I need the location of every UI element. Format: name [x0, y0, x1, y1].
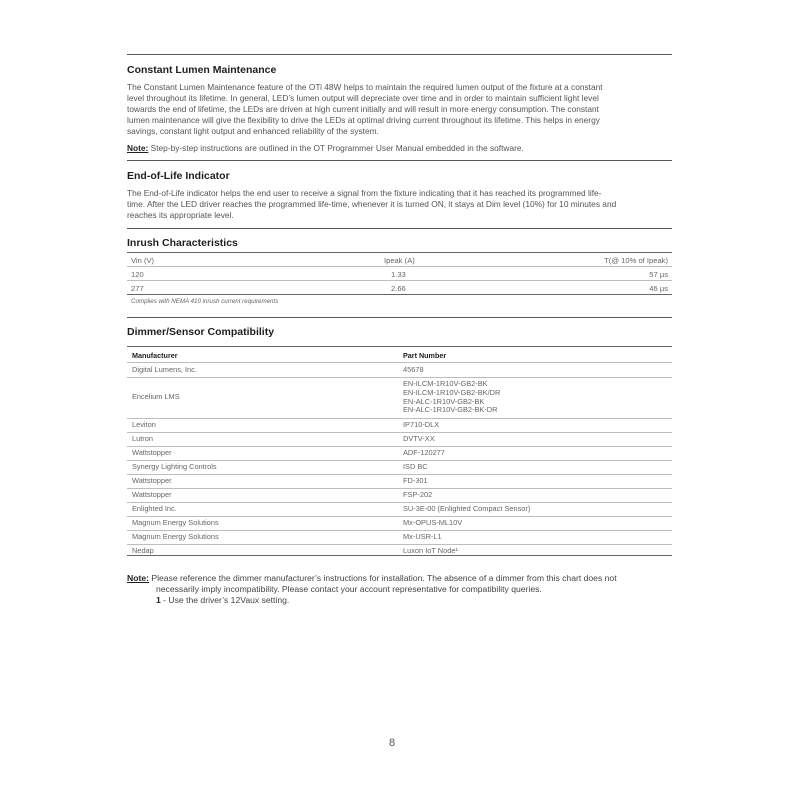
row-divider — [127, 377, 672, 378]
inrush-footnote: Complies with NEMA 410 inrush current requirements — [131, 298, 279, 305]
dimmer-part-number: Luxon IoT Node¹ — [403, 545, 458, 555]
dimmer-manufacturer: Wattstopper — [132, 489, 172, 499]
dimmer-manufacturer: Wattstopper — [132, 475, 172, 485]
dimmer-part-number: EN-ILCM-1R10V-GB2-BK — [403, 379, 488, 388]
dimmer-part-number: DVTV-XX — [403, 433, 435, 443]
dimmer-part-number: SU-3E-00 (Enlighted Compact Sensor) — [403, 503, 531, 513]
row-divider — [127, 502, 672, 503]
table-top-rule — [127, 346, 672, 347]
paragraph-line: time. After the LED driver reaches the programmed life-time, whenever it is turned ON, it stays at Dim level (10%) for 10 minutes and — [127, 199, 617, 209]
dimmer-part-number: 45678 — [403, 364, 424, 374]
dimmer-manufacturer: Magnum Energy Solutions — [132, 531, 219, 541]
dimmer-manufacturer: Digital Lumens, Inc. — [132, 364, 197, 374]
inrush-header-ipeak: Ipeak (A) — [384, 256, 415, 265]
dimmer-part-number: ADF-120277 — [403, 447, 445, 457]
row-divider — [127, 418, 672, 419]
inrush-header-t: T(@ 10% of Ipeak) — [604, 256, 668, 265]
dimmer-part-number: EN-ALC-1R10V-GB2-BK — [403, 396, 485, 406]
dimmer-part-number: EN-ALC-1R10V-GB2-BK-DR — [403, 405, 498, 415]
section-divider — [127, 54, 672, 55]
note-text: Step-by-step instructions are outlined in the OT Programmer User Manual embedded in the software. — [148, 143, 524, 153]
dimmer-part-number: Mx-OPUS-ML10V — [403, 517, 463, 527]
paragraph-line: towards the end of lifetime, the LEDs are driven at high current initially and will result in more energy consumption. The constant — [127, 104, 599, 114]
dimmer-header-part-number: Part Number — [403, 351, 447, 360]
paragraph-line: level throughout its lifetime. In general, LED’s lumen output will depreciate over time and in order to maintain sufficient light level — [127, 93, 599, 103]
paragraph-line: reaches its appropriate level. — [127, 210, 234, 220]
section-divider — [127, 317, 672, 318]
table-bottom-rule — [127, 555, 672, 556]
note-label: Note: — [127, 573, 149, 583]
inrush-time: 57 µs — [649, 270, 668, 279]
dimmer-manufacturer: Enlighted Inc. — [132, 503, 177, 513]
constant-lumen-paragraph — [127, 82, 672, 137]
paragraph-line: The Constant Lumen Maintenance feature of the OTi 48W helps to maintain the required lumen output of the fixture at a constant — [127, 82, 603, 92]
dimmer-header-manufacturer: Manufacturer — [132, 351, 178, 360]
footnote-text: - Use the driver’s 12Vaux setting. — [160, 595, 290, 605]
inrush-header-vin: Vin (V) — [131, 256, 155, 265]
section-divider — [127, 228, 672, 229]
dimmer-manufacturer: Wattstopper — [132, 447, 172, 457]
end-of-life-paragraph — [127, 188, 672, 221]
dimmer-manufacturer: Synergy Lighting Controls — [132, 461, 217, 471]
dimmer-manufacturer: Leviton — [132, 419, 156, 429]
table-bottom-rule — [127, 294, 672, 295]
note-text: Please reference the dimmer manufacturer’s instructions for installation. The absence of a dimmer from this chart does not — [148, 573, 617, 583]
compatibility-note — [127, 573, 687, 606]
inrush-vin: 120 — [131, 270, 144, 279]
inrush-vin: 277 — [131, 284, 144, 293]
row-divider — [127, 544, 672, 545]
table-top-rule — [127, 252, 672, 253]
dimmer-part-number: FD-301 — [403, 475, 428, 485]
row-divider — [127, 446, 672, 447]
end-of-life-heading: End-of-Life Indicator — [127, 170, 230, 182]
note-text: necessarily imply incompatibility. Please contact your account representative for compatibility queries. — [156, 584, 542, 594]
row-divider — [127, 474, 672, 475]
footnote-mark: 1 — [156, 595, 161, 605]
inrush-ipeak: 1.33 — [391, 270, 406, 279]
row-divider — [127, 362, 672, 363]
row-divider — [127, 432, 672, 433]
note-label: Note: — [127, 143, 149, 153]
paragraph-line: savings, constant light output and enhanced reliability of the system. — [127, 126, 379, 136]
row-divider — [127, 488, 672, 489]
inrush-time: 46 µs — [649, 284, 668, 293]
dimmer-part-number: ISD BC — [403, 461, 428, 471]
inrush-ipeak: 2.66 — [391, 284, 406, 293]
dimmer-part-number: Mx-USR-L1 — [403, 531, 442, 541]
constant-lumen-heading: Constant Lumen Maintenance — [127, 64, 277, 76]
constant-lumen-note — [127, 143, 672, 154]
row-divider — [127, 266, 672, 267]
dimmer-part-number: EN-ILCM-1R10V-GB2-BK/DR — [403, 387, 501, 397]
dimmer-manufacturer: Magnum Energy Solutions — [132, 517, 219, 527]
dimmer-manufacturer: Lutron — [132, 433, 153, 443]
dimmer-part-number: IP710-DLX — [403, 419, 440, 429]
dimmer-manufacturer: Encelium LMS — [132, 392, 180, 402]
section-divider — [127, 160, 672, 161]
paragraph-line: lumen maintenance will give the flexibility to drive the LEDs at optimal driving current throughout its lifetime. This helps in energy — [127, 115, 600, 125]
dimmer-heading: Dimmer/Sensor Compatibility — [127, 326, 275, 338]
row-divider — [127, 280, 672, 281]
paragraph-line: The End-of-Life indicator helps the end user to receive a signal from the fixture indicating that it has reached its programmed life- — [127, 188, 602, 198]
page-number: 8 — [389, 737, 396, 749]
dimmer-manufacturer: Nedap — [132, 545, 154, 555]
inrush-heading: Inrush Characteristics — [127, 237, 238, 249]
dimmer-part-number: FSP-202 — [403, 489, 433, 499]
